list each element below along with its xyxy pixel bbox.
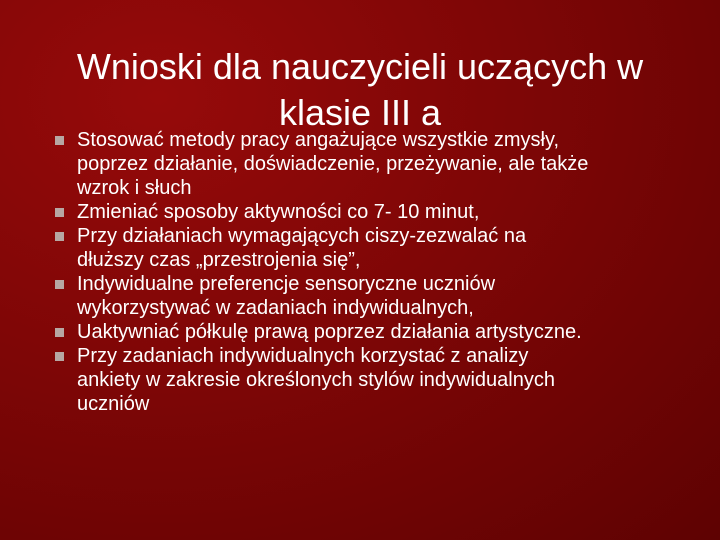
square-bullet-icon	[55, 136, 64, 145]
square-bullet-icon	[55, 232, 64, 241]
bullet-line: Przy zadaniach indywidualnych korzystać z analizy	[77, 345, 529, 367]
square-bullet-icon	[55, 280, 64, 289]
square-bullet-icon	[55, 352, 64, 361]
bullet-line: Indywidualne preferencje sensoryczne uczniów	[77, 273, 496, 295]
title-line: klasie III a	[278, 92, 442, 134]
square-bullet-icon	[55, 328, 64, 337]
bullet-line: Stosować metody pracy angażujące wszystkie zmysły,	[77, 129, 560, 151]
bullet-line: Uaktywniać półkulę prawą poprzez działania artystyczne.	[77, 321, 582, 343]
bullet-line: dłuższy czas „przestrojenia się”,	[77, 249, 361, 271]
bullet-item	[55, 128, 695, 200]
bullet-line: wykorzystywać w zadaniach indywidualnych,	[77, 297, 474, 319]
bullet-line: uczniów	[77, 393, 150, 415]
bullet-line: Zmieniać sposoby aktywności co 7- 10 minut,	[77, 201, 480, 223]
slide-title	[40, 44, 680, 136]
bullet-item	[55, 320, 695, 344]
bullet-line: Przy działaniach wymagających ciszy-zezwalać na	[77, 225, 527, 247]
bullet-item	[55, 200, 695, 224]
bullet-line: poprzez działanie, doświadczenie, przeżywanie, ale także	[77, 153, 589, 175]
bullet-item	[55, 224, 695, 272]
title-line: Wnioski dla nauczycieli uczących w	[76, 46, 644, 88]
square-bullet-icon	[55, 208, 64, 217]
bullet-item	[55, 272, 695, 320]
bullet-line: ankiety w zakresie określonych stylów indywidualnych	[77, 369, 555, 391]
bullet-list	[55, 128, 695, 416]
bullet-item	[55, 344, 695, 416]
bullet-line: wzrok i słuch	[77, 177, 192, 199]
